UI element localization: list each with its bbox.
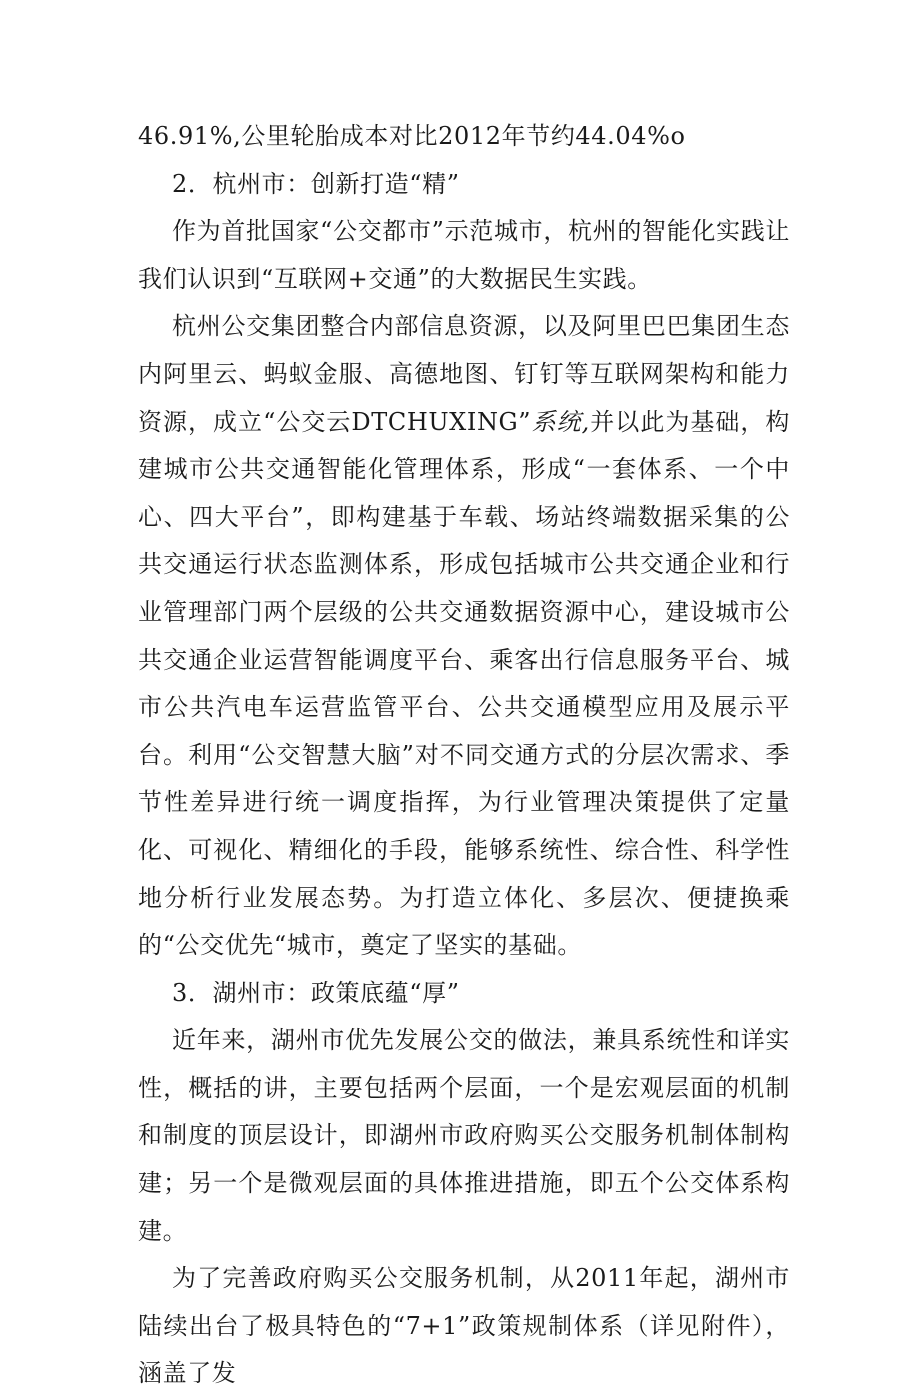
- paragraph-text-segment: 并以此为基础，构建城市公共交通智能化管理体系，形成“一套体系、一个中心、四大平台”，即构建基于车载、场站终端数据采集的公共交通运行状态监测体系，形成包括城市公共交通企业和行业管理部门两个层级的公共交通数据资源中心，建设城市公共交通企业运营智能调度平台、乘客出行信息服务平台、城市公共汽电车运营监管平台、公共交通模型应用及展示平台。利用“公交智慧大脑”对不同交通方式的分层次需求、季节性差异进行统一调度指挥，为行业管理决策提供了定量化、可视化、精细化的手段，能够系统性、综合性、科学性地分析行业发展态势。为打造立体化、多层次、便捷换乘的“公交优先“城市，奠定了坚实的基础。: [138, 407, 790, 960]
- paragraph-hangzhou-system: [138, 303, 790, 969]
- document-body: [138, 113, 790, 1398]
- paragraph-continuation: 46.91%,公里轮胎成本对比2012年节约44.04%o: [138, 122, 686, 150]
- paragraph-hangzhou-intro: 作为首批国家“公交都市”示范城市，杭州的智能化实践让我们认识到“互联网+交通”的大数据民生实践。: [138, 217, 790, 293]
- section-heading-huzhou: 3．湖州市：政策底蕴“厚”: [172, 978, 460, 1007]
- section-heading-hangzhou: 2．杭州市：创新打造“精”: [172, 169, 460, 198]
- paragraph-text-segment: 杭州公交集团整合内部信息资源，以及阿里巴巴集团生态内阿里云、蚂蚁金服、高德地图、钉钉等互联网架构和能力资源，成立“公交云DTCHUXING”: [138, 312, 790, 436]
- paragraph-huzhou-policy: 为了完善政府购买公交服务机制，从2011年起，湖州市陆续出台了极具特色的“7+1”政策规制体系（详见附件），涵盖了发: [138, 1264, 790, 1388]
- paragraph-huzhou-overview: 近年来，湖州市优先发展公交的做法，兼具系统性和详实性，概括的讲，主要包括两个层面，一个是宏观层面的机制和制度的顶层设计，即湖州市政府购买公交服务机制体制构建；另一个是微观层面的具体推进措施，即五个公交体系构建。: [138, 1026, 790, 1245]
- italic-text-segment: 系统,: [531, 407, 590, 436]
